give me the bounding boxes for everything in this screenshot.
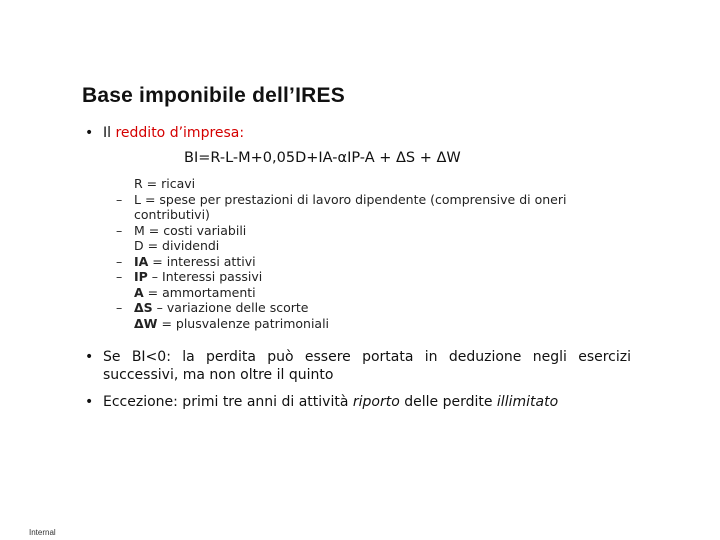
bullet-prefix: Il	[103, 125, 116, 141]
definition-term: ΔW	[134, 315, 158, 331]
bullet-reddito	[85, 124, 245, 142]
definition-item	[116, 269, 596, 285]
definition-term: A	[134, 284, 144, 300]
slide-title: Base imponibile dell’IRES	[82, 84, 345, 107]
definition-text: M = costi variabili	[134, 222, 247, 238]
definition-list	[116, 176, 596, 331]
dash: –	[116, 191, 123, 207]
bullet-text: Eccezione: primi tre anni di attività	[103, 394, 353, 410]
definition-text: L = spese per prestazioni di lavoro dipendente (comprensive di oneri contributivi)	[134, 191, 567, 222]
definition-term: IA	[134, 253, 149, 269]
definition-item	[116, 285, 596, 301]
dash: –	[116, 300, 123, 315]
definition-text: R = ricavi	[134, 176, 196, 191]
dash: –	[116, 253, 123, 269]
definition-item	[116, 254, 596, 270]
definition-term: IP	[134, 269, 148, 284]
definition-item	[116, 300, 596, 316]
bullet-italic: illimitato	[496, 394, 559, 410]
definition-item	[116, 176, 596, 192]
bullet-dot: •	[85, 349, 94, 365]
bullet-eccezione	[85, 393, 631, 411]
definition-text: – variazione delle scorte	[152, 300, 309, 315]
definition-text: = ammortamenti	[143, 284, 256, 300]
formula: BI=R-L-M+0,05D+IA-αIP-A + ΔS + ΔW	[184, 150, 461, 166]
dash: –	[116, 269, 123, 284]
definition-item	[116, 192, 596, 223]
definition-item	[116, 238, 596, 254]
definition-text: D = dividendi	[134, 238, 220, 253]
definition-item	[116, 223, 596, 239]
definition-item	[116, 316, 596, 332]
bullet-dot: •	[85, 394, 94, 410]
bullet-highlight: reddito d’impresa:	[115, 125, 245, 141]
definition-text: = plusvalenze patrimoniali	[157, 315, 330, 331]
bullet-perdita	[85, 348, 631, 384]
definition-term: ΔS	[134, 300, 153, 315]
bullet-text: delle perdite	[399, 394, 497, 410]
definition-text: = interessi attivi	[148, 253, 256, 269]
footer-label: Internal	[29, 528, 56, 537]
bullet-text: Se BI<0: la perdita può essere portata in deduzione negli esercizi successivi, ma non oltre il quinto	[103, 349, 631, 383]
dash: –	[116, 222, 123, 238]
definition-text: – Interessi passivi	[147, 269, 263, 284]
bullet-italic: riporto	[352, 394, 400, 410]
bullet-dot: •	[85, 125, 94, 141]
